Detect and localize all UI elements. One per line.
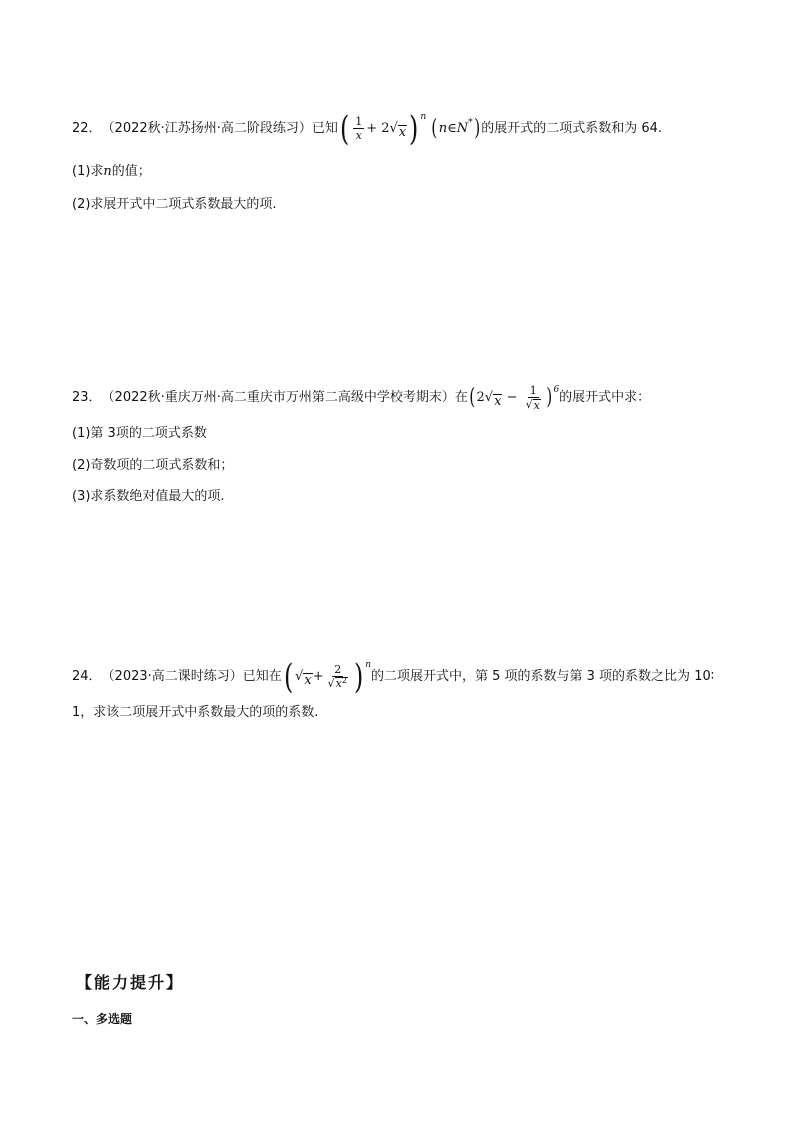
q24-expression: ( √ x + 2 √ $x^2$ ) n xyxy=(283,657,371,697)
q24-suffix: 的二项展开式中，第 5 项的系数与第 3 项的系数之比为 10∶ xyxy=(370,669,715,684)
q22-part1-var: n xyxy=(103,164,112,179)
q22-prefix: 已知 xyxy=(311,121,338,136)
q22-source: （2022秋·江苏扬州·高二阶段练习） xyxy=(101,121,312,136)
q22-statement xyxy=(72,109,663,149)
q24-statement xyxy=(72,657,715,697)
q22-part2: (2)求展开式中二项式系数最大的项. xyxy=(72,197,277,212)
q23-part3: (3)求系数绝对值最大的项. xyxy=(72,489,225,504)
q23-part2: (2)奇数项的二项式系数和； xyxy=(72,458,234,473)
q24-source: （2023·高二课时练习） xyxy=(101,669,243,684)
q24-number: 24． xyxy=(72,669,102,684)
q22-part1-b: 的值； xyxy=(111,164,151,179)
q22-suffix: 的展开式的二项式系数和为 64. xyxy=(481,121,663,136)
q23-suffix: 的展开式中求： xyxy=(559,390,651,405)
q23-statement xyxy=(72,385,650,411)
q24-line2: 1，求该二项展开式中系数最大的项的系数. xyxy=(72,705,319,720)
q22-part1-a: (1)求 xyxy=(72,164,104,179)
q22-part1 xyxy=(72,162,151,182)
q22-number: 22． xyxy=(72,121,102,136)
q23-prefix: 在 xyxy=(454,390,468,405)
q23-part1: (1)第 3项的二项式系数 xyxy=(72,426,207,441)
q23-source: （2022秋·重庆万州·高二重庆市万州第二高级中学校考期末） xyxy=(101,390,455,405)
section-heading: 【能力提升】 xyxy=(76,973,185,992)
q22-expression: ( $\frac{1}{x}$ + 2 √ x ) n ( n ∈ N * ) xyxy=(339,109,480,149)
section-subheading: 一、多选题 xyxy=(72,1012,133,1026)
q23-expression: ( 2 √ x − 1 √ x ) 6 xyxy=(469,384,560,412)
q23-number: 23． xyxy=(72,390,102,405)
q24-prefix: 已知在 xyxy=(242,669,282,684)
